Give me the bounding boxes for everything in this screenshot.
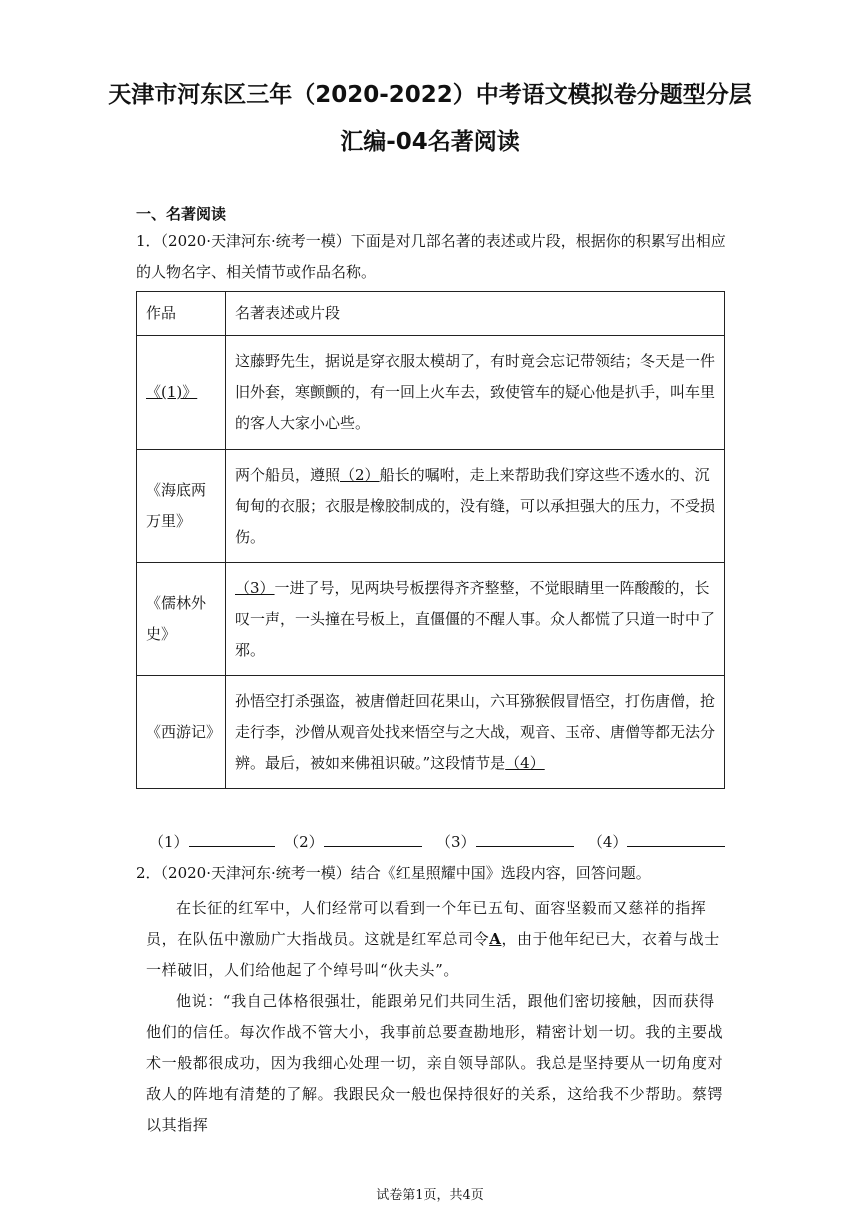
header-work: 作品	[137, 292, 226, 336]
answer-field-1[interactable]	[189, 832, 275, 847]
header-excerpt: 名著表述或片段	[226, 292, 725, 336]
passage-text: ，由于他年纪已大，衣着与战士一样破旧，人们给他起了个绰号叫“伙夫头”。	[146, 930, 720, 979]
answer-field-4[interactable]	[627, 832, 725, 847]
excerpt-text: 两个船员，遵照	[235, 465, 341, 484]
section-heading: 一、名著阅读	[136, 205, 227, 223]
table-row	[137, 336, 725, 450]
answer-label-2: （2）	[284, 833, 324, 851]
answer-blanks	[149, 831, 725, 852]
excerpt-text: 孙悟空打杀强盗，被唐僧赶回花果山，六耳猕猴假冒悟空，打伤唐僧，抢走行李，沙僧从观音处找来悟空与之大战，观音、玉帝、唐僧等都无法分辨。最后，被如来佛祖识破。”这段情节是	[235, 691, 716, 772]
excerpt-cell	[226, 450, 725, 563]
answer-label-1: （1）	[149, 833, 189, 851]
answer-field-2[interactable]	[324, 832, 422, 847]
excerpt-text: 船长的嘱咐，走上来帮助我们穿这些不透水的、沉甸甸的衣服；衣服是橡胶制成的，没有缝，可以承担强大的压力，不受损伤。	[235, 465, 716, 546]
work-cell: 《西游记》	[137, 676, 226, 789]
work-cell: 《海底两万里》	[137, 450, 226, 563]
excerpt-cell	[226, 563, 725, 676]
passage-text: 在长征的红军中，人们经常可以看到一个年已五旬、面容坚毅而又慈祥的指挥员，在队伍中激励广大指战员。这就是红军总司令	[146, 899, 707, 948]
works-table	[136, 291, 725, 789]
table-row	[137, 450, 725, 563]
question-2-prompt: 2．（2020·天津河东·统考一模）结合《红星照耀中国》选段内容，回答问题。	[136, 864, 651, 882]
question-1-prompt: 1．（2020·天津河东·统考一模）下面是对几部名著的表述或片段，根据你的积累写出相应的人物名字、相关情节或作品名称。	[136, 232, 726, 281]
work-cell: 《儒林外史》	[137, 563, 226, 676]
page-footer: 试卷第1页，共4页	[376, 1188, 484, 1203]
marker-a: A	[489, 930, 502, 948]
passage-paragraph-2: 他说：“我自己体格很强壮，能跟弟兄们共同生活，跟他们密切接触，因而获得他们的信任。每次作战不管大小，我事前总要查勘地形，精密计划一切。我的主要战术一般都很成功，因为我细心处理一切，亲自领导部队。我总是坚持要从一切角度对敌人的阵地有清楚的了解。我跟民众一般也保持很好的关系，这给我不少帮助。蔡锷以其指挥	[146, 992, 724, 1134]
blank-2: （2）	[340, 465, 380, 484]
excerpt-cell	[226, 336, 725, 450]
work-cell	[137, 336, 226, 450]
document-title-line1: 天津市河东区三年（2020-2022）中考语文模拟卷分题型分层	[108, 82, 752, 108]
excerpt-text: 这藤野先生，据说是穿衣服太模胡了，有时竟会忘记带领结；冬天是一件旧外套，寒颤颤的，有一回上火车去，致使管车的疑心他是扒手，叫车里的客人大家小心些。	[235, 352, 716, 432]
answer-label-3: （3）	[435, 833, 476, 851]
table-header-row	[137, 292, 725, 336]
table-row	[137, 563, 725, 676]
answer-field-3[interactable]	[476, 832, 574, 847]
excerpt-text: 一进了号，见两块号板摆得齐齐整整，不觉眼睛里一阵酸酸的，长叹一声，一头撞在号板上，直僵僵的不醒人事。众人都慌了只道一时中了邪。	[235, 578, 716, 659]
passage-paragraph-1	[146, 893, 726, 986]
document-title-line2: 汇编-04名著阅读	[340, 129, 520, 155]
table-row	[137, 676, 725, 789]
excerpt-cell	[226, 676, 725, 789]
answer-label-4: （4）	[587, 833, 628, 851]
blank-4: （4）	[505, 753, 545, 772]
blank-1: 《(1)》	[146, 383, 198, 401]
blank-3: （3）	[235, 578, 275, 597]
